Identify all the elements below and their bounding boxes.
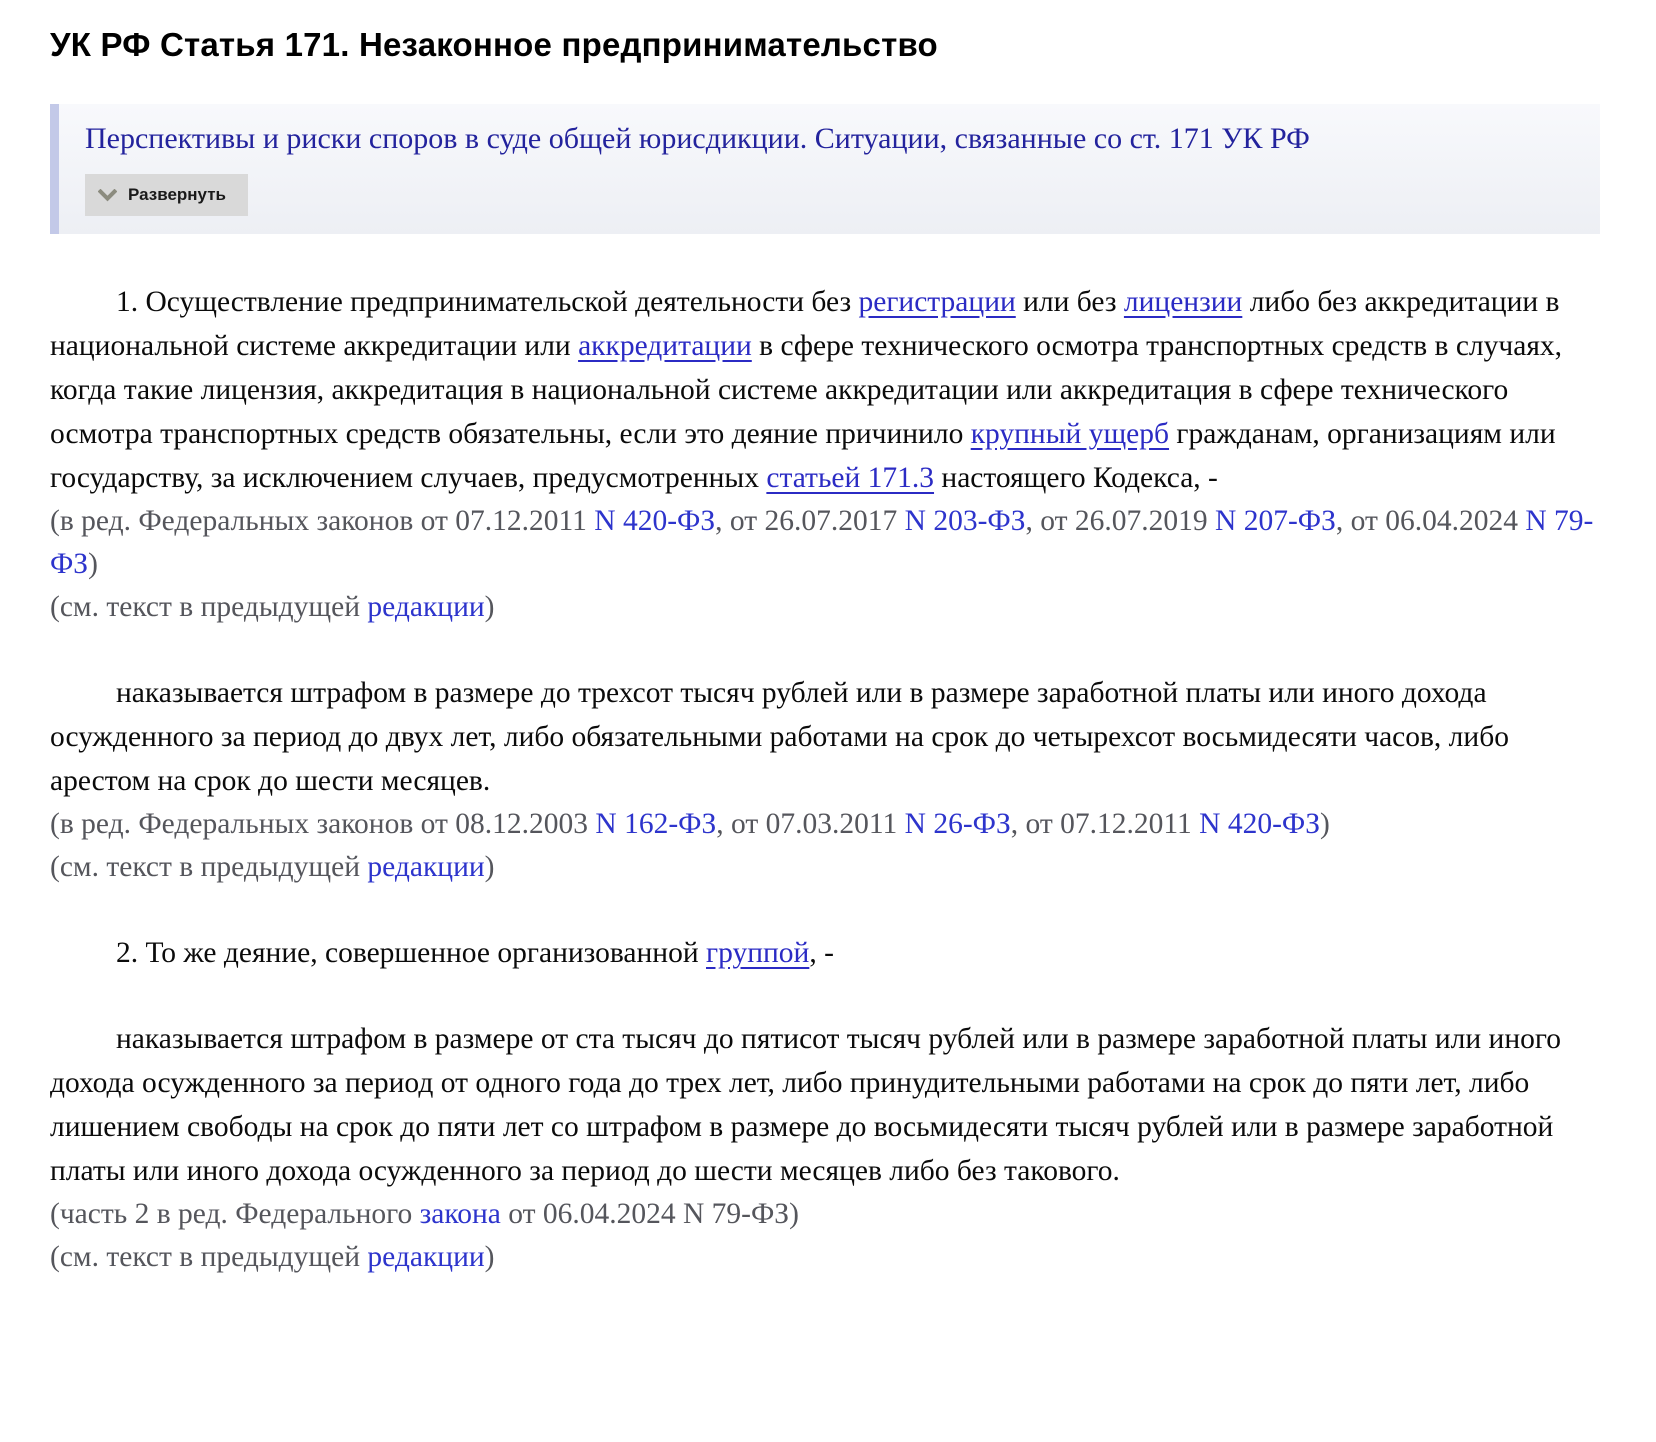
part1-see-previous-note <box>50 586 1598 629</box>
related-situations-link[interactable]: Перспективы и риски споров в суде общей юрисдикции. Ситуации, связанные со ст. 171 УК РФ <box>85 122 1310 155</box>
inline-link[interactable]: N 420-ФЗ <box>1199 808 1321 840</box>
part1-sanction-see-previous-note <box>50 846 1598 889</box>
text-run: 2. То же деяние, совершенное организованной <box>116 937 706 969</box>
inline-link[interactable]: лицензии <box>1123 286 1243 318</box>
article-text <box>50 280 1600 1279</box>
text-run: настоящего Кодекса, - <box>934 462 1218 494</box>
inline-link[interactable]: закона <box>419 1198 501 1230</box>
text-run: либо без аккредитации в национальной системе аккредитации или <box>50 286 1560 362</box>
inline-link[interactable]: регистрации <box>858 286 1016 318</box>
inline-link[interactable]: N 79-ФЗ <box>50 505 1594 580</box>
part2-sanction <box>50 1017 1598 1193</box>
text-run: , от 06.04.2024 <box>1335 505 1526 537</box>
text-run: , от 26.07.2019 <box>1025 505 1216 537</box>
inline-link[interactable]: N 203-ФЗ <box>904 505 1026 537</box>
part1-body <box>50 280 1598 500</box>
text-run: , от 26.07.2017 <box>715 505 905 537</box>
inline-link[interactable]: N 162-ФЗ <box>595 808 717 840</box>
part2-body <box>50 931 1598 975</box>
part1-sanction-edit-note <box>50 803 1598 846</box>
page-title: УК РФ Статья 171. Незаконное предпринимательство <box>50 26 938 63</box>
part2-see-previous-note <box>50 1236 1598 1279</box>
inline-link[interactable]: статьей 171.3 <box>766 462 935 494</box>
text-run: ) <box>484 1241 495 1273</box>
text-run: , от 07.03.2011 <box>716 808 905 840</box>
text-run: (в ред. Федеральных законов от 08.12.2003 <box>50 808 596 840</box>
part1-sanction <box>50 671 1598 803</box>
inline-link[interactable]: крупный ущерб <box>970 418 1170 450</box>
text-run: в сфере технического осмотра транспортных средств в случаях, когда такие лицензия, аккредитация в национальной системе аккредитации или аккредитация в сфере технического осмотра транспортных средств обязательны, если это деяние причинило <box>50 330 1563 450</box>
expand-button-label: Развернуть <box>128 185 226 204</box>
inline-link[interactable]: аккредитации <box>578 330 752 362</box>
inline-link[interactable]: группой <box>706 937 810 969</box>
related-situations-box <box>50 104 1600 234</box>
part2-edit-note <box>50 1193 1598 1236</box>
text-run: гражданам, организациям или государству, за исключением случаев, предусмотренных <box>50 418 1556 494</box>
text-run: (часть 2 в ред. Федерального <box>50 1198 420 1230</box>
chevron-down-icon <box>98 189 117 202</box>
text-run: , - <box>809 937 834 969</box>
text-run: ) <box>484 591 495 623</box>
text-run: ) <box>484 851 495 883</box>
text-run: ) <box>88 548 98 580</box>
inline-link[interactable]: N 420-ФЗ <box>594 505 716 537</box>
text-run: ) <box>1320 808 1330 840</box>
inline-link[interactable]: N 26-ФЗ <box>904 808 1011 840</box>
text-run: (см. текст в предыдущей <box>50 851 368 883</box>
inline-link[interactable]: N 207-ФЗ <box>1215 505 1336 537</box>
inline-link[interactable]: редакции <box>367 1241 485 1273</box>
text-run: или без <box>1015 286 1124 318</box>
text-run: 1. Осуществление предпринимательской деятельности без <box>116 286 859 318</box>
text-run: от 06.04.2024 N 79-ФЗ) <box>500 1198 799 1230</box>
text-run: наказывается штрафом в размере до трехсот тысяч рублей или в размере заработной платы или иного дохода осужденного за период до двух лет, либо обязательными работами на срок до четырехсот восьмидесяти часов, либо арестом на срок до шести месяцев. <box>50 677 1509 797</box>
expand-button[interactable] <box>85 174 248 216</box>
text-run: (см. текст в предыдущей <box>50 591 368 623</box>
part1-edit-note <box>50 500 1598 586</box>
text-run: (в ред. Федеральных законов от 07.12.2011 <box>50 505 595 537</box>
text-run: наказывается штрафом в размере от ста тысяч до пятисот тысяч рублей или в размере заработной платы или иного дохода осужденного за период от одного года до трех лет, либо принудительными работами на срок до пяти лет, либо лишением свободы на срок до пяти лет со штрафом в размере до восьмидесяти тысяч рублей или в размере заработной платы или иного дохода осужденного за период до шести месяцев либо без такового. <box>50 1023 1561 1187</box>
inline-link[interactable]: редакции <box>367 851 485 883</box>
text-run: , от 07.12.2011 <box>1010 808 1200 840</box>
inline-link[interactable]: редакции <box>367 591 485 623</box>
text-run: (см. текст в предыдущей <box>50 1241 368 1273</box>
